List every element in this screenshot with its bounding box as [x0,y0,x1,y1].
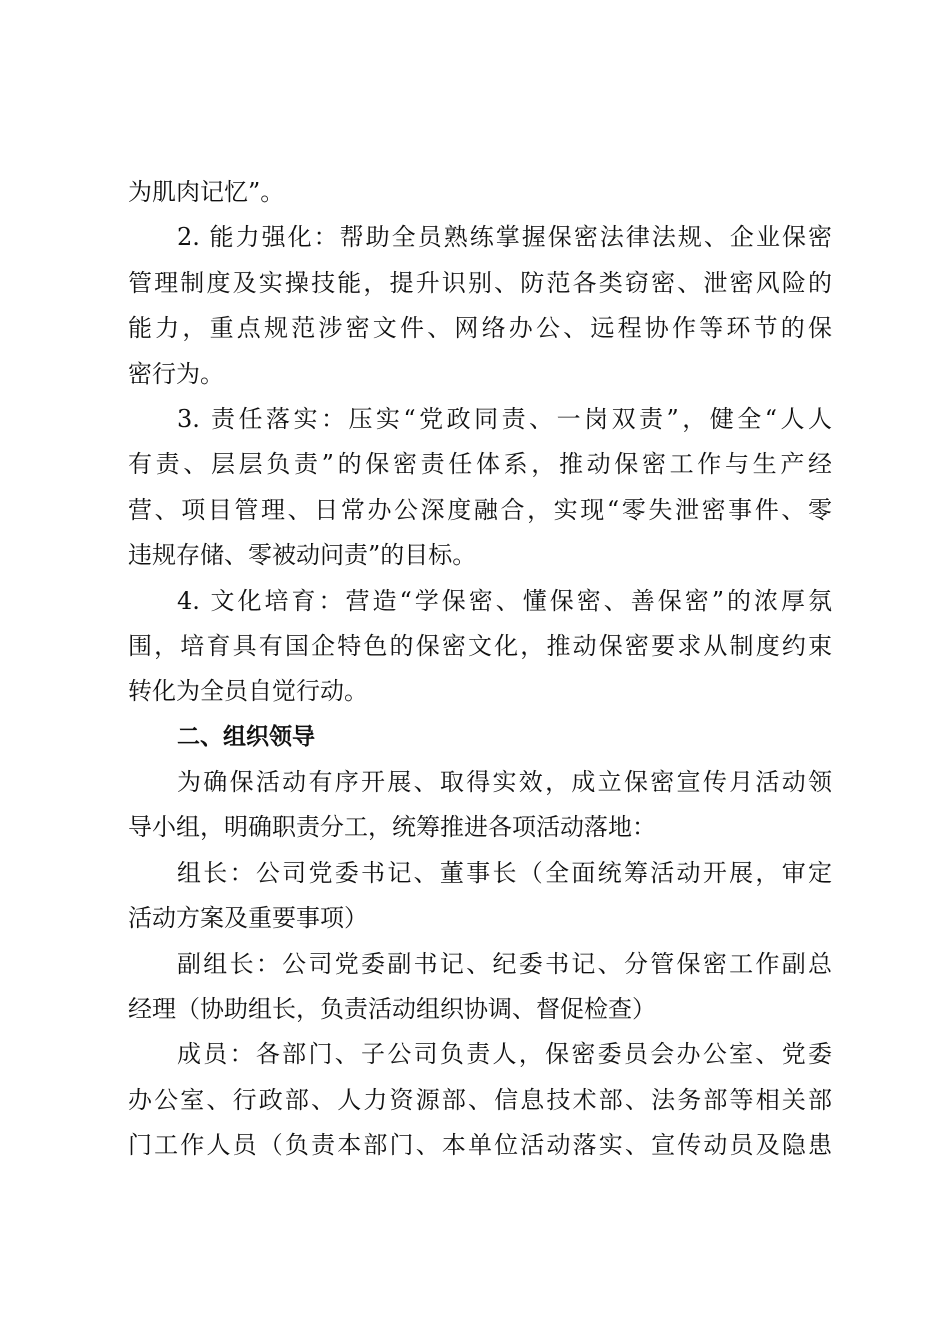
paragraph-goal-3-line: 3. 责任落实：压实“党政同责、一岗双责”，健全“人人 [177,404,832,433]
paragraph-org-members-line: 门工作人员（负责本部门、本单位活动落实、宣传动员及隐患 [128,1131,832,1160]
paragraph-org-members-line: 办公室、行政部、人力资源部、信息技术部、法务部等相关部 [128,1085,832,1114]
paragraph-goal-1-tail: 为肌肉记忆”。 [128,178,285,206]
paragraph-goal-4-line: 4. 文化培育：营造“学保密、懂保密、善保密”的浓厚氛 [177,586,832,615]
paragraph-goal-2-line: 密行为。 [128,359,224,388]
paragraph-goal-4-line: 围，培育具有国企特色的保密文化，推动保密要求从制度约束 [128,631,832,660]
paragraph-goal-4-line: 转化为全员自觉行动。 [128,677,368,706]
paragraph-org-deputy-line: 经理（协助组长，负责活动组织协调、督促检查） [128,995,656,1024]
paragraph-org-deputy-line: 副组长：公司党委副书记、纪委书记、分管保密工作副总 [177,949,832,978]
paragraph-org-members-line: 成员：各部门、子公司负责人，保密委员会办公室、党委 [177,1040,832,1069]
paragraph-goal-3-line: 有责、层层负责”的保密责任体系，推动保密工作与生产经 [128,450,832,479]
paragraph-goal-3-line: 违规存储、零被动问责”的目标。 [128,541,477,570]
paragraph-goal-3-line: 营、项目管理、日常办公深度融合，实现“零失泄密事件、零 [128,495,832,524]
paragraph-org-intro-line: 导小组，明确职责分工，统筹推进各项活动落地： [128,813,656,842]
document-page [128,170,832,1169]
paragraph-goal-2-line: 管理制度及实操技能，提升识别、防范各类窃密、泄密风险的 [128,268,832,297]
paragraph-org-leader-line: 组长：公司党委书记、董事长（全面统筹活动开展，审定 [177,858,832,887]
section-heading-organization: 二、组织领导 [177,723,315,750]
paragraph-goal-2-line: 能力，重点规范涉密文件、网络办公、远程协作等环节的保 [128,314,832,343]
paragraph-org-leader-line: 活动方案及重要事项） [128,904,368,933]
paragraph-goal-2-line: 2. 能力强化：帮助全员熟练掌握保密法律法规、企业保密 [177,223,832,252]
paragraph-org-intro-line: 为确保活动有序开展、取得实效，成立保密宣传月活动领 [177,768,832,797]
